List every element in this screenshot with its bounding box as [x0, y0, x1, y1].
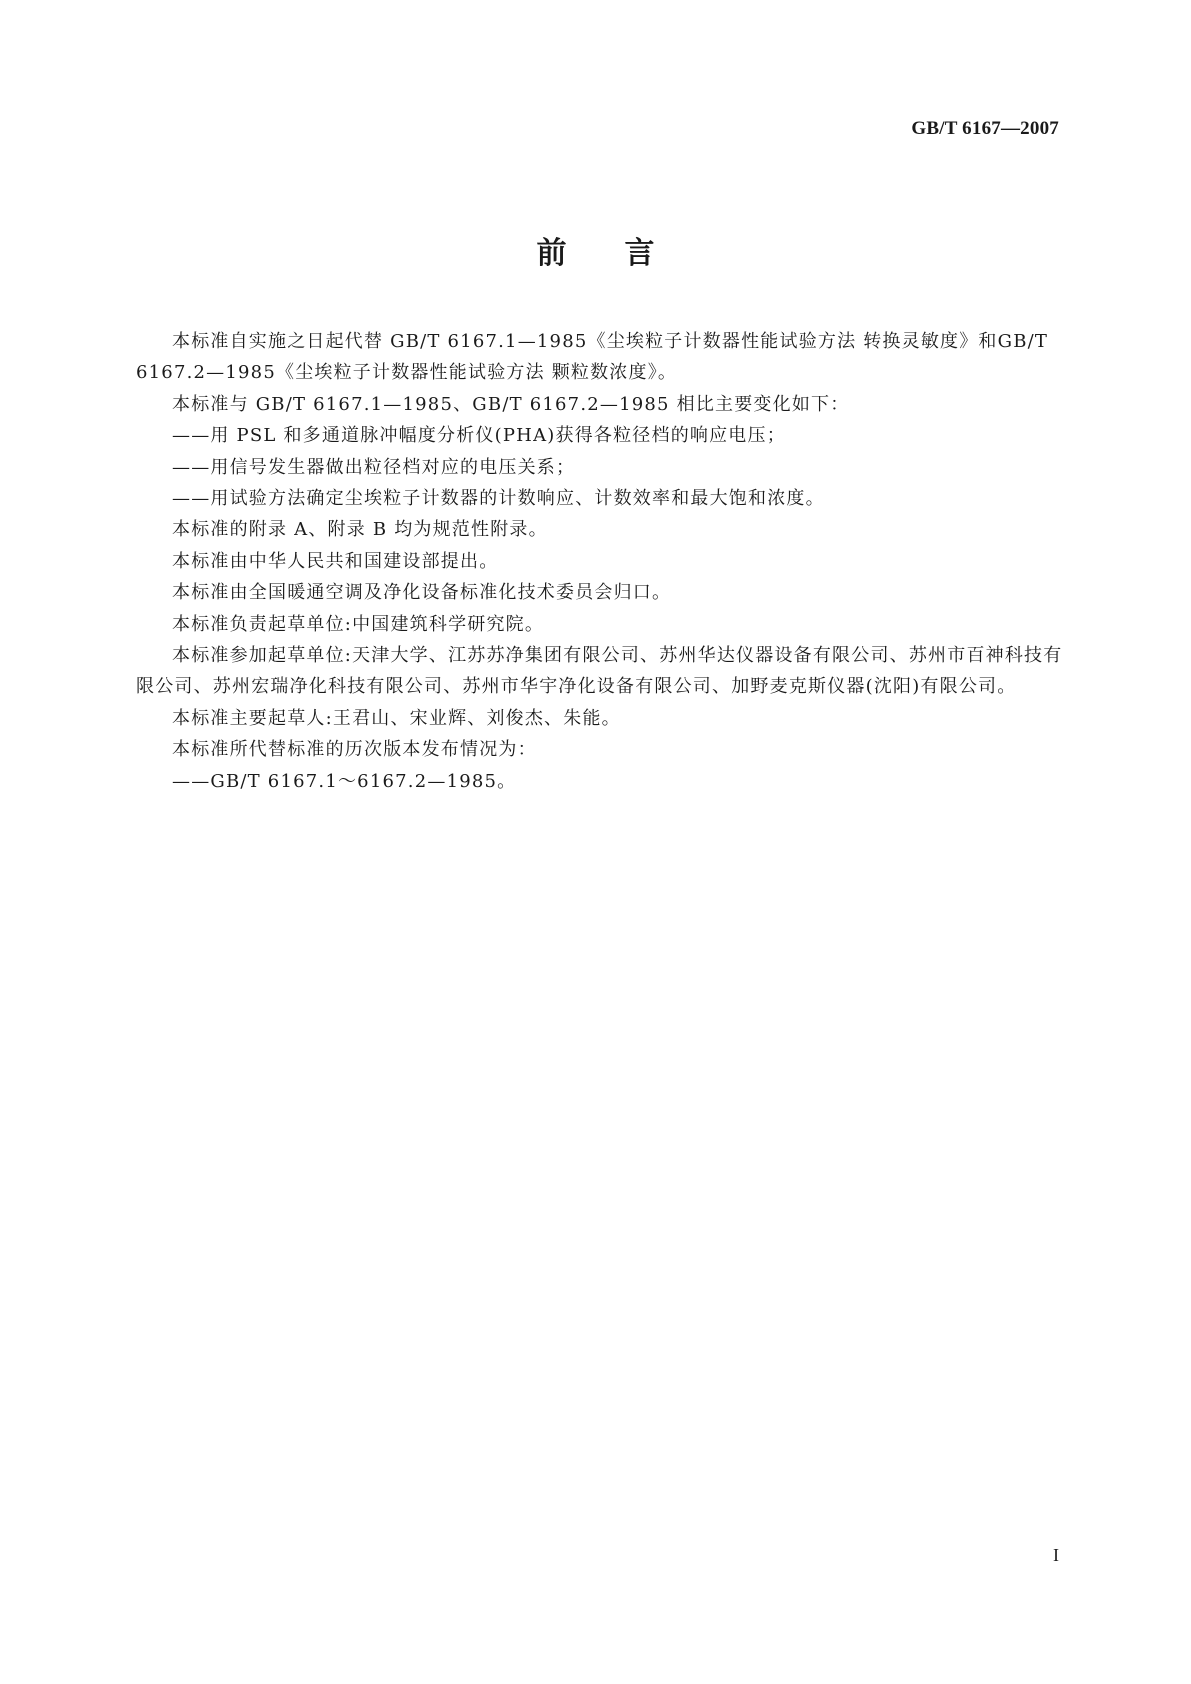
paragraph-centralized-by: 本标准由全国暖通空调及净化设备标准化技术委员会归口。 — [172, 582, 672, 604]
paragraph-changes-intro: 本标准与 GB/T 6167.1—1985、GB/T 6167.2—1985 相比主要变化如下： — [172, 393, 850, 415]
paragraph-drafting-unit: 本标准负责起草单位:中国建筑科学研究院。 — [172, 613, 545, 635]
paragraph-annexes: 本标准的附录 A、附录 B 均为规范性附录。 — [172, 519, 548, 541]
page-title: 前言 — [536, 236, 713, 271]
paragraph-drafters: 本标准主要起草人:王君山、宋业辉、刘俊杰、朱能。 — [172, 707, 621, 729]
paragraph-proposed-by: 本标准由中华人民共和国建设部提出。 — [172, 550, 499, 572]
paragraph-history-intro: 本标准所代替标准的历次版本发布情况为： — [172, 739, 537, 761]
history-item: ——GB/T 6167.1～6167.2—1985。 — [172, 770, 517, 792]
page-number: I — [1053, 1545, 1059, 1565]
standard-code: GB/T 6167—2007 — [911, 118, 1059, 139]
paragraph-replacement: 本标准自实施之日起代替 GB/T 6167.1—1985《尘埃粒子计数器性能试验方法 转换灵敏度》和GB/T 6167.2—1985《尘埃粒子计数器性能试验方法 颗粒数浓度》。 — [136, 331, 1049, 384]
change-item-pha: ——用 PSL 和多通道脉冲幅度分析仪(PHA)获得各粒径档的响应电压； — [172, 425, 786, 447]
paragraph-participating-units: 本标准参加起草单位:天津大学、江苏苏净集团有限公司、苏州华达仪器设备有限公司、苏州市百神科技有限公司、苏州宏瑞净化科技有限公司、苏州市华宇净化设备有限公司、加野麦克斯仪器(沈阳)有限公司。 — [136, 645, 1063, 698]
change-item-test-method: ——用试验方法确定尘埃粒子计数器的计数响应、计数效率和最大饱和浓度。 — [172, 488, 825, 510]
preface-body — [136, 326, 1076, 797]
change-item-signal-generator: ——用信号发生器做出粒径档对应的电压关系； — [172, 456, 576, 478]
